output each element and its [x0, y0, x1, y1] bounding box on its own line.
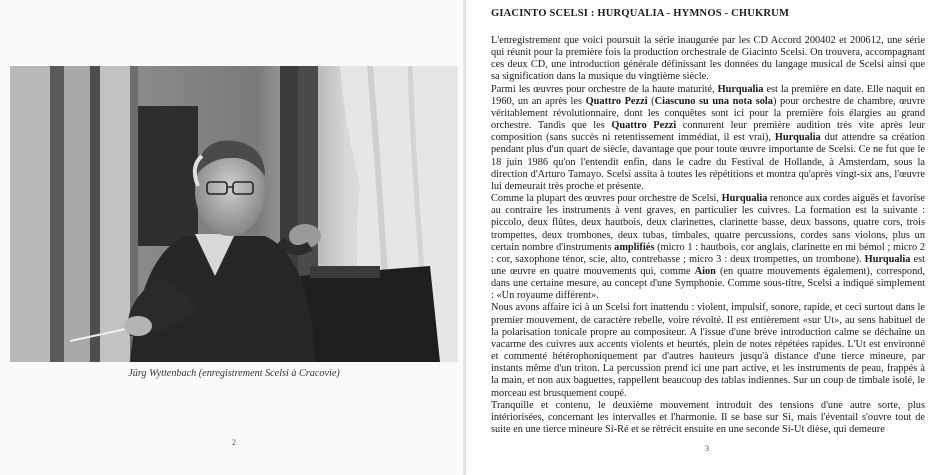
page-number-right: 3	[705, 444, 709, 453]
photo-caption: Jürg Wyttenbach (enregistrement Scelsi à Cracovie)	[128, 368, 340, 379]
text-run: dut attendre sa création pendant plus d'un quart de siècle, davantage que pour toute œuvre importante de Scelsi. Ce ne fut que le 18 juin 1986 qu'on l'entendit enfin, dans le cadre du Festival de Hollande, à Amsterdam, sous la direction d'Arturo Tamayo. Scelsi assita à toutes les répétitions et montra qu'après vingt-six ans, l'œuvre lui demeurait très proche et présente.	[491, 132, 925, 192]
text-run: (micro 1 : hautbois, cor anglais, clarinette en mi bémol ; micro 2 : cor, saxophone ténor, scie, alto, contrebasse ; micro 3 : deux trompettes, un trombone).	[491, 241, 925, 265]
text-run: connurent leur première audition très vite après leur composition (sans succès ni retentissement immédiat, il est vrai),	[491, 120, 925, 144]
bold-title: Hurqualia	[774, 132, 821, 144]
text-run: Parmi les œuvres pour orchestre de la haute maturité,	[491, 83, 718, 95]
bold-title: Hurqualia	[721, 193, 768, 205]
bold-title: Hurqualia	[864, 253, 911, 265]
page-title: GIACINTO SCELSI : HURQUALIA - HYMNOS - CHUKRUM	[491, 8, 790, 19]
bold-title: Ciascuno su una nota sola	[654, 95, 773, 107]
conductor-photo	[10, 66, 458, 362]
bold-title: Hurqualia	[717, 83, 764, 95]
paragraph	[491, 84, 925, 193]
text-run: Tranquille et contenu, le deuxième mouvement introduit des tensions d'une autre sorte, plus intériorisées, concernant les intervalles et l'harmonie. Il se base sur Si, mais l'éventail s'ouvre tout de suite en une tierce mineure Si-Ré et se rétrécit ensuite en une seconde Si-Ut dièse, qui demeure	[491, 399, 925, 435]
text-run: Comme la plupart des œuvres pour orchestre de Scelsi,	[491, 193, 722, 205]
text-run: ) pour orchestre de chambre, œuvre véritablement révolutionnaire, dont les conquêtes sont ici pour la première fois élargies au grand orchestre. Tandis que les	[491, 95, 925, 132]
text-run: est une œuvre en quatre mouvements qui, comme	[491, 253, 925, 277]
bold-title: amplifiés	[614, 241, 655, 253]
text-run: renonce aux cordes aiguës et favorise au contraire les instruments à vent graves, en particulier les cuivres. La formation est la suivante : piccolo, deux flûtes, deux hautbois, deux clarinettes, clarinette basse, deux bassons, quatre cors, trois trompettes, deux trombones, deux tubas, timbales, quatre percussions, cordes sans violons, plus un certain nombre d'instruments	[491, 193, 925, 253]
text-run: (en quatre mouvements également), correspond, dans une certaine mesure, au concept d'une Symphonie. Comme sous-titre, Scelsi a indiqué simplement : «Un royaume différent».	[491, 265, 925, 302]
page-number-left: 2	[232, 438, 236, 447]
paragraph	[491, 400, 925, 436]
paragraph	[491, 193, 925, 302]
text-run: est la première en date. Elle naquit en 1960, un an après les	[491, 83, 925, 107]
text-run: (	[647, 95, 655, 107]
bold-title: Quattro Pezzi	[611, 120, 677, 132]
bold-title: Aion	[694, 265, 716, 277]
text-run: Nous avons affaire ici à un Scelsi fort inattendu : violent, impulsif, sonore, rapide, et ceci surtout dans le premier mouvement, de caractère rebelle, voire révolté. Il est entièrement «sur Ut», au sens habituel de la polarisation tonicale propre au compositeur. A l'issue d'une brève introduction calme se déchaîne un vacarme des cuivres aux accents violents et heurtés, plein de notes répétées rapides. L'Ut est environné et commenté hétérophoniquement par d'autres hauteurs jusqu'à distance d'une tierce mineure, par instants même d'un triton. La percussion prend ici une part active, et les instruments de peau, frappés à la main, et non aux baguettes, rappellent beaucoup des tablas indiennes. Sur un coup de timbale isolé, le morceau est brusquement coupé.	[491, 302, 925, 399]
text-run: L'enregistrement que voici poursuit la série inaugurée par les CD Accord 200402 et 200612, une série qui réunit pour la première fois la production orchestrale de Giacinto Scelsi. On trouvera, accompagnant ces deux CD, une introduction générale définissant les données du langage musical de Scelsi ainsi que sa signification dans la musique du vingtième siècle.	[491, 35, 925, 83]
body-text	[491, 35, 925, 445]
left-page	[0, 0, 466, 475]
paragraph	[491, 302, 925, 399]
bold-title: Quattro Pezzi	[585, 95, 648, 107]
paragraph	[491, 35, 925, 84]
